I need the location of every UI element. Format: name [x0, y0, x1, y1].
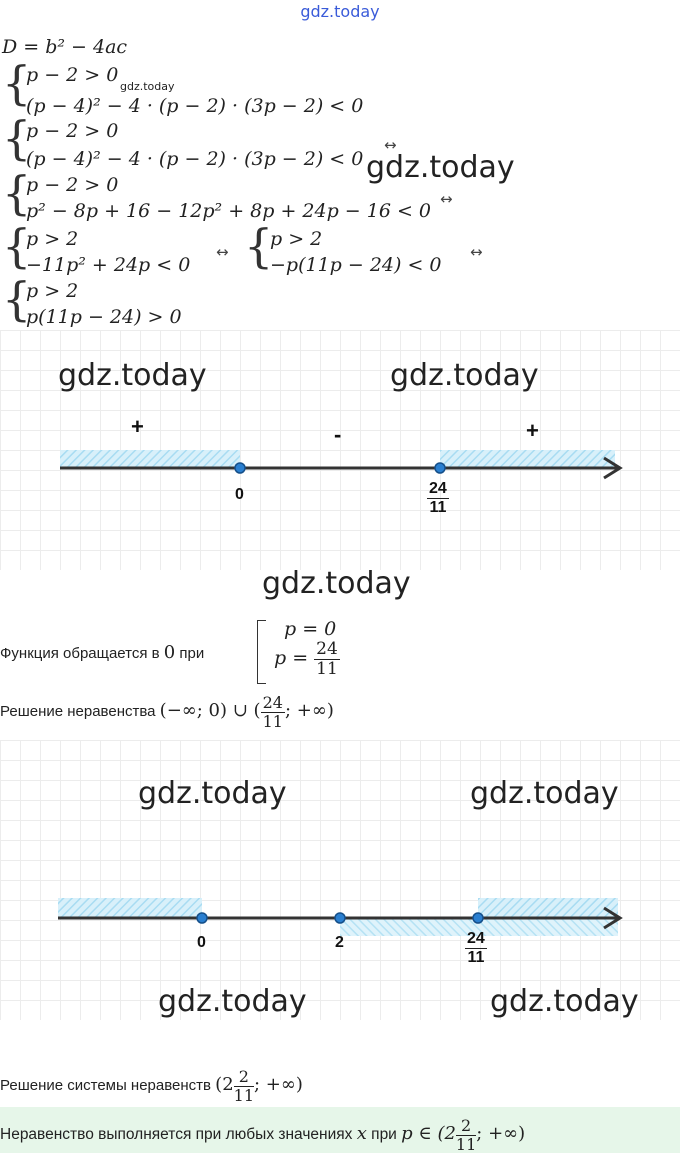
- system-3-line-1: p − 2 > 0: [26, 174, 119, 196]
- equivalence-arrow: ↔: [384, 136, 397, 154]
- root-p-zero: p = 0: [284, 618, 337, 640]
- system-5-line-1: p > 2: [26, 280, 79, 302]
- point-label-24-11: $\frac{24}{11}$: [467, 930, 485, 966]
- equivalence-arrow: ↔: [216, 243, 229, 261]
- point-label-zero: 0: [197, 934, 206, 951]
- system-3-line-2: p² − 8p + 16 − 12p² + 8p + 24p − 16 < 0: [26, 200, 432, 222]
- watermark-text: gdz.today: [158, 984, 307, 1019]
- root-p-24-11: p = $\frac{24}{11}$: [274, 639, 338, 679]
- system-4-line-2: −11p² + 24p < 0: [26, 254, 191, 276]
- watermark-text: gdz.today: [366, 150, 515, 185]
- inequality-solution: Решение неравенства (−∞; 0) ∪ ( $\frac{24}{11}$ ; +∞): [0, 693, 334, 731]
- system-solution: Решение системы неравенств (2 $\frac{2}{11}$ ; +∞): [0, 1067, 303, 1105]
- system-brace: {: [2, 166, 32, 220]
- point-label-24-11: $\frac{24}{11}$: [429, 480, 447, 516]
- system-brace: {: [2, 56, 32, 110]
- set-bracket: [257, 620, 266, 684]
- answer-text: Неравенство выполняется при любых значениях x при p ∈ (2 $\frac{2}{11}$ ; +∞): [0, 1116, 526, 1154]
- solution-region-right: [478, 898, 618, 918]
- point-zero: [235, 463, 245, 473]
- watermark-text: gdz.today: [390, 358, 539, 393]
- header-logo[interactable]: gdz.today: [300, 2, 380, 21]
- equivalence-arrow: ↔: [440, 190, 453, 208]
- point-two: [335, 913, 345, 923]
- system-4b-line-2: −p(11p − 24) < 0: [270, 254, 442, 276]
- system-brace: {: [2, 111, 32, 165]
- watermark-text: gdz.today: [58, 358, 207, 393]
- point-zero: [197, 913, 207, 923]
- watermark-text: gdz.today: [470, 776, 619, 811]
- system-brace: {: [2, 219, 32, 273]
- solution-region-right: [440, 450, 615, 468]
- zeros-statement: Функция обращается в 0 при: [0, 642, 205, 663]
- system-5-line-2: p(11p − 24) > 0: [26, 306, 182, 328]
- watermark-text: gdz.today: [490, 984, 639, 1019]
- solution-region-left: [58, 898, 202, 918]
- solution-region-left: [60, 450, 240, 468]
- watermark-text: gdz.today: [138, 776, 287, 811]
- number-line-1-panel: [0, 330, 680, 570]
- answer-banner: [0, 1107, 680, 1153]
- point-24-11: [435, 463, 445, 473]
- sign-plus-right: +: [526, 418, 539, 443]
- system-brace: {: [244, 219, 274, 273]
- system-2-line-1: p − 2 > 0: [26, 120, 119, 142]
- system-1-line-1: p − 2 > 0: [26, 64, 119, 86]
- watermark-small: gdz.today: [120, 80, 175, 93]
- system-brace: {: [2, 272, 32, 326]
- system-1-line-2: (p − 4)² − 4 · (p − 2) · (3p − 2) < 0: [26, 95, 364, 117]
- watermark-text: gdz.today: [262, 566, 411, 601]
- discriminant-formula: D = b² − 4ac: [2, 36, 128, 58]
- point-label-zero: 0: [235, 486, 244, 503]
- point-label-two: 2: [335, 934, 344, 951]
- system-4b-line-1: p > 2: [270, 228, 323, 250]
- sign-minus: -: [334, 422, 342, 447]
- point-24-11: [473, 913, 483, 923]
- number-line-2-panel: [0, 740, 680, 1020]
- equivalence-arrow: ↔: [470, 243, 483, 261]
- system-2-line-2: (p − 4)² − 4 · (p − 2) · (3p − 2) < 0: [26, 148, 364, 170]
- system-4-line-1: p > 2: [26, 228, 79, 250]
- sign-plus-left: +: [131, 414, 144, 439]
